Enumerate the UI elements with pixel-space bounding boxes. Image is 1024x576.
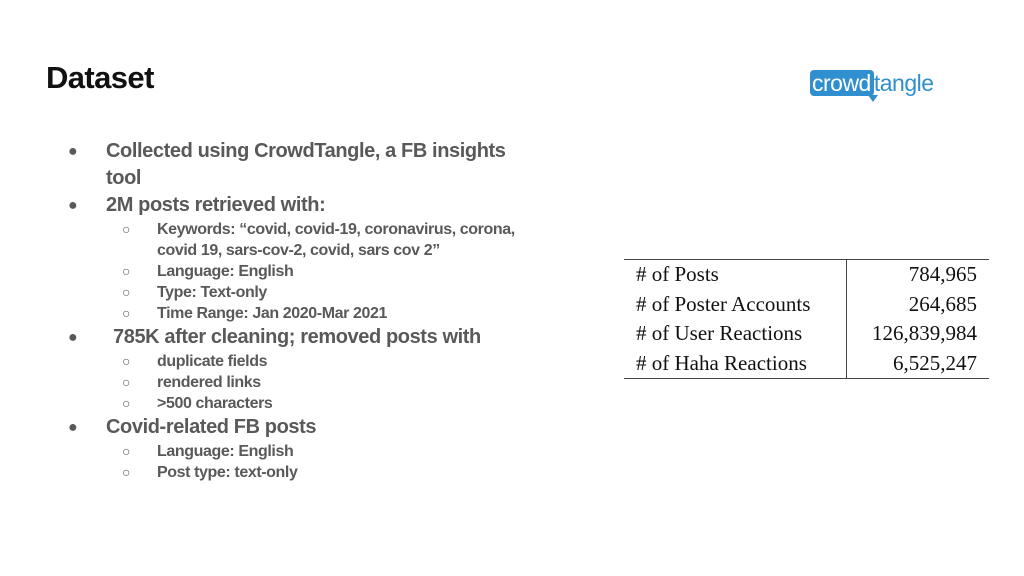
sub-bullet-text: Keywords: “covid, covid-19, coronavirus, corona, [157,221,515,238]
sub-bullet-circle-icon: ○ [122,263,131,279]
bullet-text: Covid-related FB posts [106,416,317,438]
sub-bullet-circle-icon: ○ [122,443,131,459]
sub-bullet-text-cont: covid 19, sars-cov-2, covid, sars cov 2” [157,242,440,259]
bullet-text: Collected using CrowdTangle, a FB insights [106,140,506,162]
bullet-text: 785K after cleaning; removed posts with [113,326,481,348]
bullet-text: 2M posts retrieved with: [106,194,326,216]
sub-bullet-text: Type: Text-only [157,284,267,301]
sub-bullet-item [68,462,568,483]
bullet-dot-icon: ● [68,143,78,160]
row-label: # of Poster Accounts [624,290,847,320]
logo-speech-tail-icon [868,95,878,102]
sub-bullet-text: Language: English [157,443,294,460]
sub-bullet-circle-icon: ○ [122,305,131,321]
table-row [624,260,989,290]
bullet-dot-icon: ● [68,419,78,436]
sub-bullet-text: Time Range: Jan 2020-Mar 2021 [157,305,388,322]
bullet-dot-icon: ● [68,197,78,214]
sub-bullet-item [68,351,568,372]
sub-bullet-text: Post type: text-only [157,464,298,481]
sub-bullet-item [68,219,568,261]
logo-wordmark [810,68,934,98]
sub-bullet-text: >500 characters [157,395,273,412]
bullet-item [68,192,568,219]
sub-bullet-text: duplicate fields [157,353,268,370]
sub-bullet-circle-icon: ○ [122,464,131,480]
sub-bullet-item [68,282,568,303]
sub-bullet-item [68,372,568,393]
bullet-item [68,138,568,192]
sub-bullet-item [68,261,568,282]
sub-bullet-text: rendered links [157,374,261,391]
bullet-dot-icon: ● [68,329,78,346]
sub-bullet-item [68,303,568,324]
bullet-item [68,414,568,441]
logo-part-crowd: crowd [810,70,874,96]
sub-bullet-circle-icon: ○ [122,221,131,237]
row-label: # of User Reactions [624,319,847,349]
row-value: 784,965 [847,260,990,290]
sub-bullet-item [68,441,568,462]
sub-bullet-circle-icon: ○ [122,353,131,369]
row-label: # of Haha Reactions [624,349,847,379]
crowdtangle-logo [810,68,950,104]
sub-bullet-text: Language: English [157,263,294,280]
bullet-item [68,324,568,351]
row-value: 264,685 [908,291,977,316]
row-value: 126,839,984 [872,321,977,345]
table-row [624,290,989,320]
sub-bullet-circle-icon: ○ [122,395,131,411]
logo-part-tangle: tangle [873,70,934,96]
bullet-text-cont: tool [106,167,142,189]
sub-bullet-circle-icon: ○ [122,284,131,300]
sub-bullet-circle-icon: ○ [122,374,131,390]
sub-bullet-item [68,393,568,414]
table-row [624,319,989,349]
table-row [624,349,989,379]
bullet-list [68,138,568,483]
dataset-stats-table [624,259,989,379]
row-value: 6,525,247 [847,349,990,379]
slide-title: Dataset [46,60,154,95]
row-label: # of Posts [624,260,847,290]
